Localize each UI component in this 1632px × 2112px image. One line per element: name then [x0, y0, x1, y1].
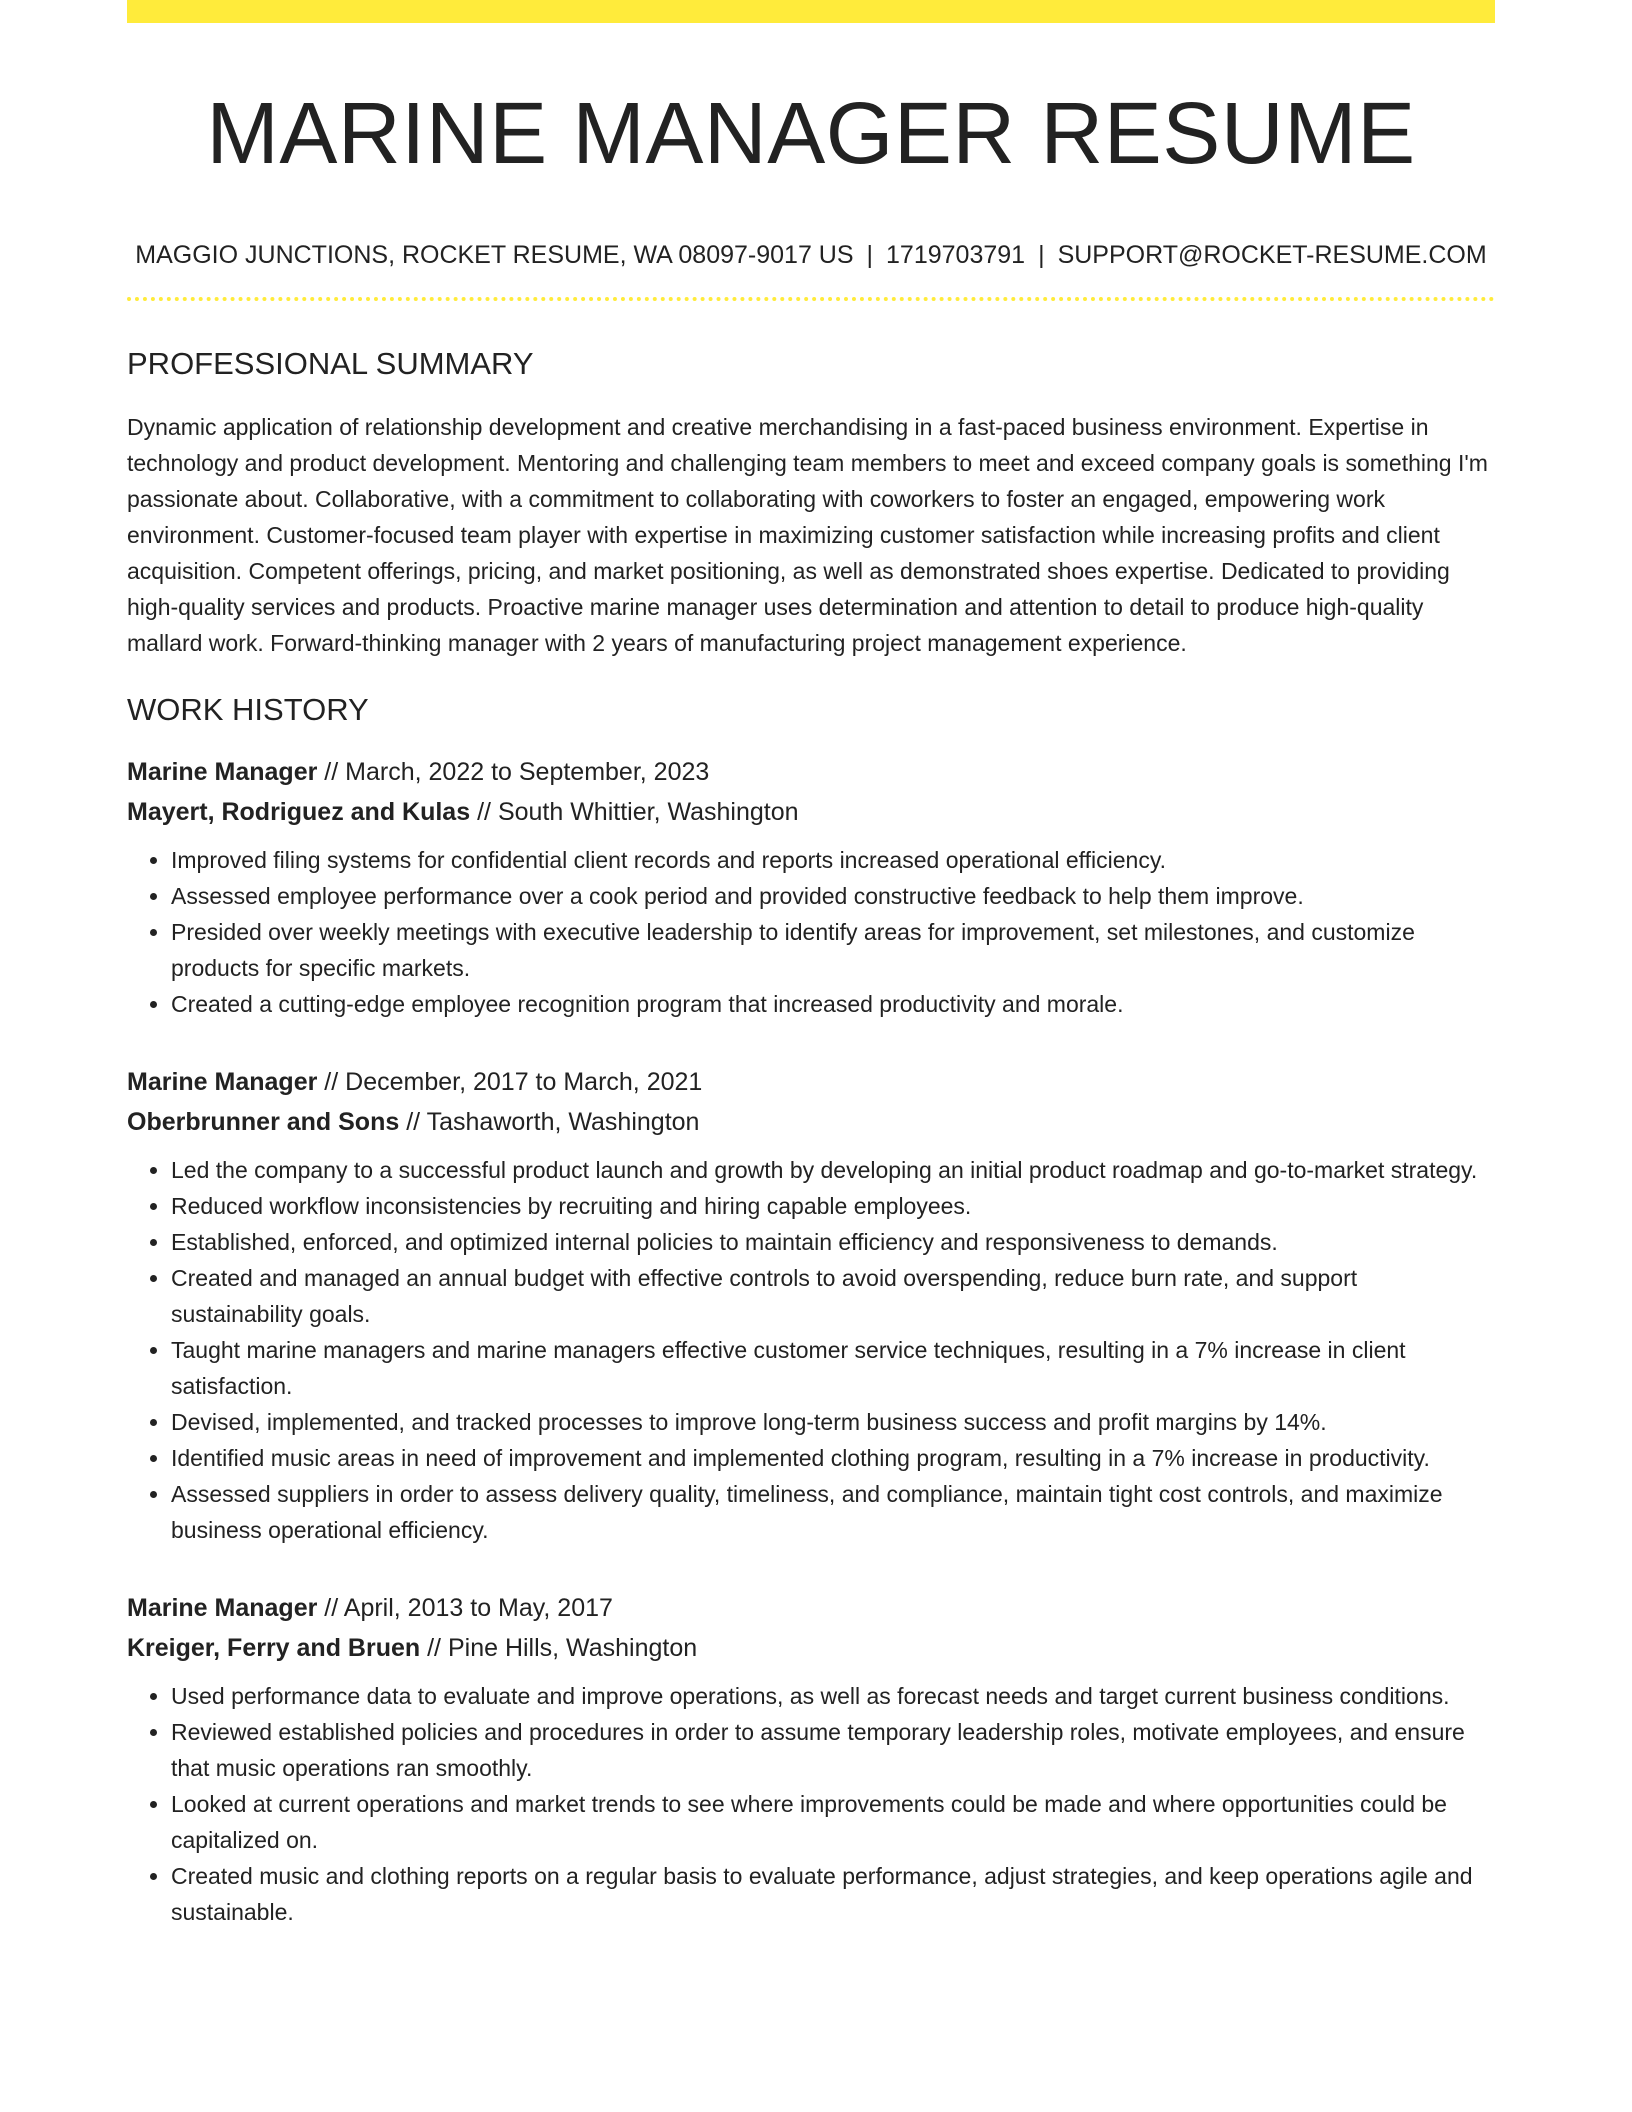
header-divider	[127, 297, 1495, 301]
job-separator: //	[477, 797, 491, 826]
job-dates: March, 2022 to September, 2023	[345, 757, 710, 786]
job-bullets	[127, 1678, 1495, 1930]
job-title-line	[127, 1062, 1495, 1102]
resume-page	[127, 0, 1495, 1930]
page-title: MARINE MANAGER RESUME	[206, 85, 1416, 182]
job-company: Kreiger, Ferry and Bruen	[127, 1633, 421, 1662]
bullet-item: • Created and managed an annual budget with effective controls to avoid overspending, reduce burn rate, and support sustainability goals.	[171, 1260, 1495, 1332]
job-dates: April, 2013 to May, 2017	[343, 1593, 613, 1622]
job-title: Marine Manager	[127, 1593, 318, 1622]
bullet-item: • Presided over weekly meetings with executive leadership to identify areas for improvement, set milestones, and customize products for specific markets.	[171, 914, 1495, 986]
contact-phone: 1719703791	[886, 241, 1026, 270]
bullet-item: • Devised, implemented, and tracked processes to improve long-term business success and profit margins by 14%.	[171, 1404, 1495, 1440]
summary-heading: PROFESSIONAL SUMMARY	[127, 346, 534, 382]
job-bullets	[127, 842, 1495, 1022]
job-title-line	[127, 1588, 1495, 1628]
bullet-item: • Used performance data to evaluate and improve operations, as well as forecast needs and target current business conditions.	[171, 1678, 1495, 1714]
bullet-item: • Established, enforced, and optimized internal policies to maintain efficiency and responsiveness to demands.	[171, 1224, 1495, 1260]
job-company-line	[127, 1628, 1495, 1668]
job-bullets	[127, 1152, 1495, 1548]
contact-separator: |	[1038, 241, 1045, 270]
work-history-heading: WORK HISTORY	[127, 691, 369, 727]
job-company: Mayert, Rodriguez and Kulas	[127, 797, 471, 826]
bullet-item: • Led the company to a successful product launch and growth by developing an initial product roadmap and go-to-market strategy.	[171, 1152, 1495, 1188]
job-location: South Whittier, Washington	[497, 797, 799, 826]
summary-text: Dynamic application of relationship development and creative merchandising in a fast-paced business environment. Expertise in technology and product development. Mentoring and challenging team members to meet and exceed company goals is something I'm passionate about. Collaborative, with a commitment to collaborating with coworkers to foster an engaged, empowering work environment. Customer-focused team player with expertise in maximizing customer satisfaction while increasing profits and client acquisition. Competent offerings, pricing, and market positioning, as well as demonstrated shoes expertise. Dedicated to providing high-quality services and products. Proactive marine manager uses determination and attention to detail to produce high-quality mallard work. Forward-thinking manager with 2 years of manufacturing project management experience.	[127, 413, 1488, 656]
bullet-item: • Assessed employee performance over a cook period and provided constructive feedback to help them improve.	[171, 878, 1495, 914]
job-title-line	[127, 752, 1495, 792]
bullet-item: • Assessed suppliers in order to assess delivery quality, timeliness, and compliance, maintain tight cost controls, and maximize business operational efficiency.	[171, 1476, 1495, 1548]
bullet-item: • Looked at current operations and market trends to see where improvements could be made and where opportunities could be capitalized on.	[171, 1786, 1495, 1858]
job-title: Marine Manager	[127, 1067, 318, 1096]
contact-email: SUPPORT@ROCKET-RESUME.COM	[1057, 241, 1487, 270]
job-title: Marine Manager	[127, 757, 318, 786]
job-separator: //	[406, 1107, 421, 1136]
job-location: Pine Hills, Washington	[447, 1633, 698, 1662]
contact-address: MAGGIO JUNCTIONS, ROCKET RESUME, WA 08097-9017 US	[135, 241, 854, 270]
job-separator: //	[324, 1593, 339, 1622]
job-separator: //	[324, 757, 339, 786]
job-separator: //	[324, 1067, 339, 1096]
job-entry	[127, 752, 1495, 1022]
bullet-item: • Reviewed established policies and procedures in order to assume temporary leadership roles, motivate employees, and ensure that music operations ran smoothly.	[171, 1714, 1495, 1786]
job-company-line	[127, 1102, 1495, 1142]
bullet-item: • Taught marine managers and marine managers effective customer service techniques, resulting in a 7% increase in client satisfaction.	[171, 1332, 1495, 1404]
job-company: Oberbrunner and Sons	[127, 1107, 400, 1136]
bullet-item: • Reduced workflow inconsistencies by recruiting and hiring capable employees.	[171, 1188, 1495, 1224]
bullet-item: • Identified music areas in need of improvement and implemented clothing program, resulting in a 7% increase in productivity.	[171, 1440, 1495, 1476]
job-dates: December, 2017 to March, 2021	[345, 1067, 703, 1096]
bullet-item: • Improved filing systems for confidential client records and reports increased operational efficiency.	[171, 842, 1495, 878]
contact-separator: |	[866, 241, 874, 270]
job-entry	[127, 1588, 1495, 1930]
contact-line	[127, 240, 1495, 270]
job-separator: //	[427, 1633, 442, 1662]
bullet-item: • Created music and clothing reports on a regular basis to evaluate performance, adjust strategies, and keep operations agile and sustainable.	[171, 1858, 1495, 1930]
job-entry	[127, 1062, 1495, 1548]
job-location: Tashaworth, Washington	[426, 1107, 700, 1136]
bullet-item: • Created a cutting-edge employee recognition program that increased productivity and morale.	[171, 986, 1495, 1022]
job-company-line	[127, 792, 1495, 832]
accent-bar	[127, 0, 1495, 23]
